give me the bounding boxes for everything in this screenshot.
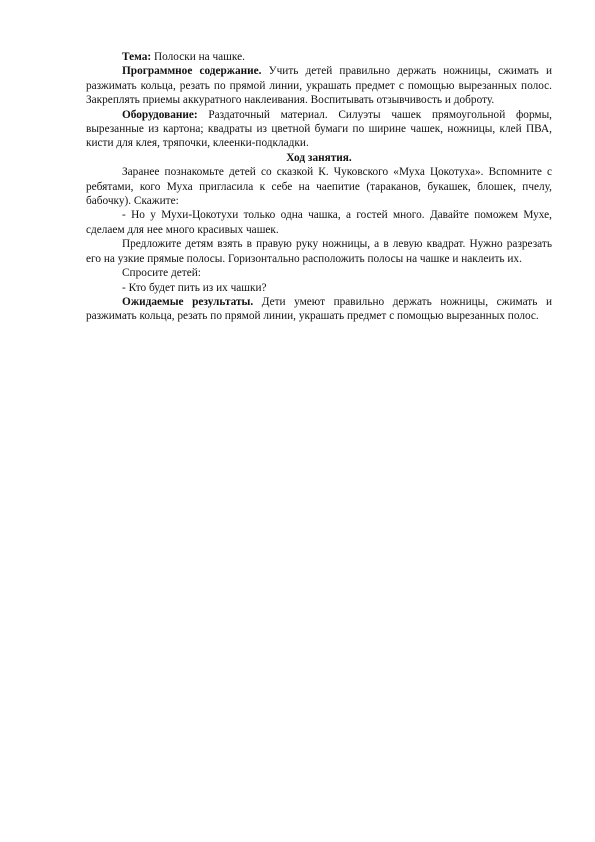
results-text: Дети умеют правильно держать ножницы, сжимать и разжимать кольца, резать по прямой линии, украшать предмет с помощью вырезанных полос. [86, 295, 552, 323]
equipment-paragraph [86, 108, 552, 151]
topic-label: Тема: [122, 51, 152, 63]
topic-paragraph [86, 50, 552, 64]
program-paragraph [86, 64, 552, 107]
equipment-text: Раздаточный материал. Силуэты чашек прямоугольной формы, вырезанные из картона; квадраты из цветной бумаги по ширине чашек, ножницы, клей ПВА, кисти для клея, тряпочки, клеенки-подкладки. [86, 108, 552, 150]
intro-paragraph: Заранее познакомьте детей со сказкой К. Чуковского «Муха Цокотуха». Вспомните с ребятами, кого Муха пригласила к себе на чаепитие (тараканов, букашек, блошек, пчелу, бабочку). Скажите: [86, 166, 552, 208]
task-paragraph: Предложите детям взять в правую руку ножницы, а в левую квадрат. Нужно разрезать его на узкие прямые полосы. Горизонтально расположить полосы на чашке и наклеить их. [86, 238, 552, 265]
topic-text: Полоски на чашке. [151, 51, 245, 63]
results-label: Ожидаемые результаты. [122, 295, 254, 308]
equipment-label: Оборудование: [122, 108, 198, 121]
ask-paragraph: Спросите детей: [122, 267, 201, 280]
lesson-heading: Ход занятия. [286, 151, 352, 164]
program-text: Учить детей правильно держать ножницы, сжимать и разжимать кольца, резать по прямой линии, украшать предмет с помощью вырезанных полос. Закреплять приемы аккуратного наклеивания. Воспитывать отзывчивость и доброту. [86, 65, 552, 107]
question-paragraph: - Кто будет пить из их чашки? [122, 281, 267, 294]
quote-paragraph: - Но у Мухи-Цокотухи только одна чашка, а гостей много. Давайте поможем Мухе, сделаем для нее много красивых чашек. [86, 209, 552, 236]
document-page [86, 50, 552, 324]
program-label: Программное содержание. [122, 65, 262, 78]
results-paragraph [86, 295, 552, 324]
